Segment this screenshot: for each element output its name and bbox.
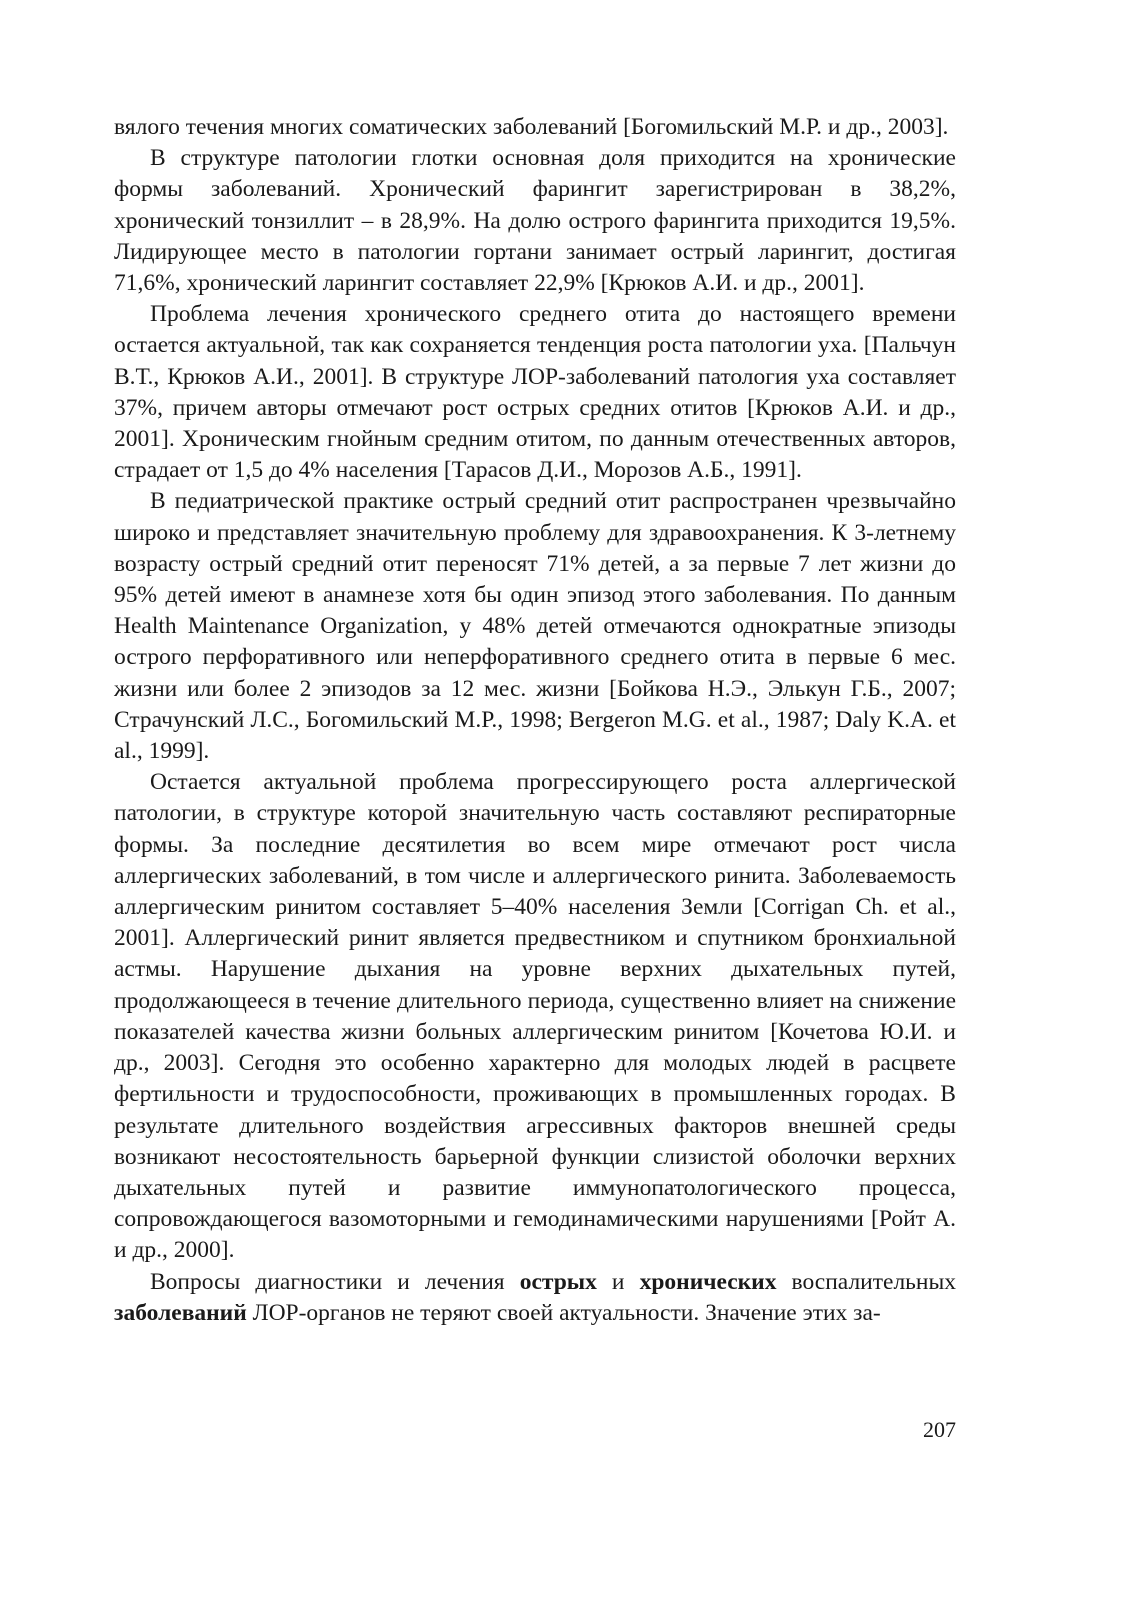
- page-number: 207: [923, 1417, 956, 1442]
- bold-term-acute: острых: [519, 1268, 597, 1295]
- paragraph-pharynx-pathology: В структуре патологии глотки основная доля приходится на хронические формы заболеваний. Хронический фарингит зарегистрирован в 38,2%, хронический тонзиллит – в 28,9%. На долю острого фарингита приходится 19,5%. Лидирующее место в патологии гортани занимает острый ларингит, достигая 71,6%, хронический ларингит составляет 22,9% [Крюков А.И. и др., 2001].: [114, 145, 956, 297]
- paragraph-otitis-problem: Проблема лечения хронического среднего отита до настоящего времени остается актуальной, так как сохраняется тенденция роста патологии уха. [Пальчун В.Т., Крюков А.И., 2001]. В структуре ЛОР-заболеваний патология уха составляет 37%, причем авторы отмечают рост острых средних отитов [Крюков А.И. и др., 2001]. Хроническим гнойным средним отитом, по данным отечественных авторов, страдает от 1,5 до 4% населения [Тарасов Д.И., Морозов А.Б., 1991].: [114, 301, 956, 484]
- paragraph-continuation: вялого течения многих соматических заболеваний [Богомильский М.Р. и др., 2003].: [114, 114, 949, 140]
- bold-term-diseases: заболеваний: [114, 1299, 247, 1326]
- paragraph-allergic-rhinitis: Остается актуальной проблема прогрессирующего роста аллергической патологии, в структуре которой значительную часть составляют респираторные формы. За последние десятилетия во всем мире отмечают рост числа аллергических заболеваний, в том числе и аллергического ринита. Заболеваемость аллергическим ринитом составляет 5–40% населения Земли [Corrigan Ch. et al., 2001]. Аллергический ринит является предвестником и спутником бронхиальной астмы. Нарушение дыхания на уровне верхних дыхательных путей, продолжающееся в течение длительного периода, существенно влияет на снижение показателей качества жизни больных аллергическим ринитом [Кочетова Ю.И. и др., 2003]. Сегодня это особенно характерно для молодых людей в расцвете фертильности и трудоспособности, проживающих в промышленных городах. В результате длительного воздействия агрессивных факторов внешней среды возникают несостоятельность барьерной функции слизистой оболочки верхних дыхательных путей и развитие иммунопатологического процесса, сопровождающегося вазомоторными и гемодинамическими нарушениями [Ройт А. и др., 2000].: [114, 769, 956, 1264]
- bold-term-chronic: хронических: [639, 1268, 777, 1295]
- paragraph-pediatric-otitis: В педиатрической практике острый средний отит распространен чрезвычайно широко и представляет значительную проблему для здравоохранения. К 3-летнему возрасту острый средний отит переносят 71% детей, а за первые 7 лет жизни до 95% детей имеют в анамнезе хотя бы один эпизод этого заболевания. По данным Health Maintenance Organization, у 48% детей отмечаются однократные эпизоды острого перфоративного или неперфоративного среднего отита в первые 6 мес. жизни или более 2 эпизодов за 12 мес. жизни [Бойкова Н.Э., Элькун Г.Б., 2007; Страчунский Л.С., Богомильский М.Р., 1998; Bergeron M.G. et al., 1987; Daly K.A. et al., 1999].: [114, 488, 956, 765]
- text-span: воспалительных: [776, 1268, 957, 1295]
- body-text: [114, 112, 956, 1329]
- text-span: и: [596, 1268, 640, 1295]
- text-span: Вопросы диагностики и лечения: [150, 1268, 520, 1295]
- paragraph-diagnostics: [114, 1267, 956, 1329]
- text-span: ЛОР-органов не теряют своей актуальности. Значение этих за-: [246, 1299, 881, 1326]
